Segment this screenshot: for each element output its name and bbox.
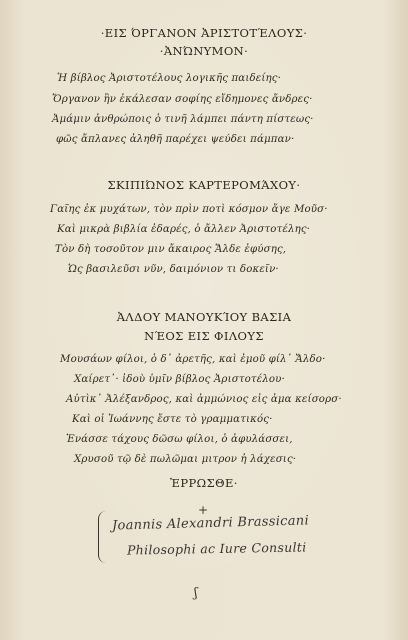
section1-line-2: Ὄργανον ἣν ἐκάλεσαν σοφίης εἴδημονες ἄνδρες· (52, 94, 313, 105)
section1-line-1: Ἡ βίβλος Ἀριστοτέλους λογικῆς παιδείης· (57, 73, 282, 84)
section2-line-3: Τὸν δὴ τοσοῦτον μιν ἄκαιρος Ἄλδε ἐφύσης, (55, 244, 287, 255)
ink-mark: + (198, 503, 209, 517)
signature-line-1: Joannis Alexandri Brassicani (111, 513, 310, 534)
ink-flourish: ʃ (194, 586, 198, 601)
section3-closing: ἘΡΡΩΣΘΕ· (170, 476, 238, 490)
section1-title-line1: ·ΕΙΣ ΌΡΓΑΝΟΝ ἈΡΙΣΤΟΤΈΛΟΥΣ· (100, 26, 308, 40)
section1-line-4: φῶς ἄπλανες ἀληθῆ παρέχει ψεύδει πάμπαν· (56, 134, 295, 145)
section1-line-3: Ἀμάμιν ἀνθρώποις ὁ τινῆ λάμπει πάντη πίστεως· (52, 114, 314, 125)
signature-bracket (98, 511, 109, 563)
section3-title-line1: ἈΛΔΟΥ ΜΑΝΟΥΚΊΟΥ ΒΑΣΙΑ (116, 310, 292, 324)
section3-line-6: Χρυσοῦ τῷ δὲ πωλῶμαι μιτρον ἠ λάχεσις· (74, 454, 297, 465)
section3-line-1: Μουσάων φίλοι, ὁ δ᾽ ἀρετῆς, καὶ ἐμοῦ φίλ᾽ Ἄλδο· (60, 354, 326, 365)
section2-line-2: Καὶ μικρὰ βιβλία ἐδαρές, ὁ ἄλλεν Ἀριστοτέλης· (57, 224, 311, 235)
section1-title-line2: ·ἈΝΏΝΥΜΟΝ· (159, 44, 249, 58)
section2-title: ΣΚΙΠΙΏΝΟΣ ΚΑΡΤΕΡΟΜΆΧΟΥ· (107, 178, 301, 192)
section3-line-2: Χαίρετ᾽· ἰδοὺ ὑμῖν βίβλος Ἀριστοτέλου· (74, 374, 285, 385)
section2-line-1: Γαῖης ἐκ μυχάτων, τὸν πρὶν ποτὶ κόσμον ἄγε Μοῦσ· (50, 204, 328, 215)
section3-title-line2: ΝΈΟΣ ΕΙΣ ΦΙΛΟΥΣ (144, 329, 264, 343)
section3-line-4: Καὶ οἱ Ἰωάννης ἔστε τὸ γραμματικός· (72, 414, 273, 425)
section3-line-5: Ἐνάσσε τάχους δῶσω φίλοι, ὁ ἀφυλάσσει, (66, 434, 293, 445)
section3-line-3: Αὐτὶκ᾽ Ἀλέξανδρος, καὶ ἀμμώνιος εἰς ἀμα κείσορσ· (66, 394, 342, 405)
signature-line-2: Philosophi ac Iure Consulti (126, 539, 307, 558)
section2-line-4: Ὡς βασιλεῦσι νῦν, δαιμόνιον τι δοκεῖν· (68, 264, 279, 275)
